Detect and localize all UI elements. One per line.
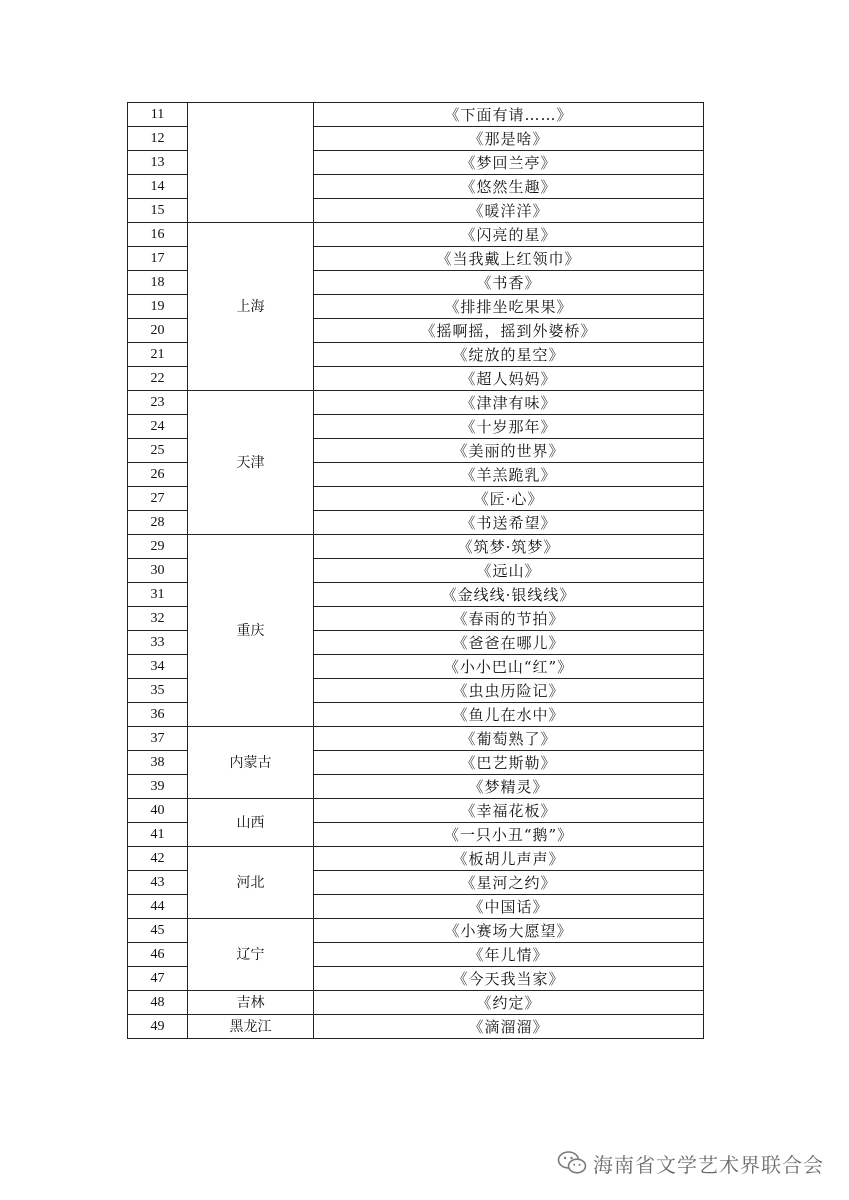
work-title: 《板胡儿声声》	[314, 847, 704, 871]
wechat-icon	[557, 1150, 587, 1176]
work-title: 《下面有请……》	[314, 103, 704, 127]
region-cell	[188, 103, 314, 223]
work-title: 《今天我当家》	[314, 967, 704, 991]
row-number: 25	[128, 439, 188, 463]
row-number: 15	[128, 199, 188, 223]
row-number: 23	[128, 391, 188, 415]
row-number: 29	[128, 535, 188, 559]
work-title: 《鱼儿在水中》	[314, 703, 704, 727]
work-title: 《远山》	[314, 559, 704, 583]
row-number: 34	[128, 655, 188, 679]
region-cell: 河北	[188, 847, 314, 919]
row-number: 11	[128, 103, 188, 127]
row-number: 32	[128, 607, 188, 631]
work-title: 《梦精灵》	[314, 775, 704, 799]
work-title: 《中国话》	[314, 895, 704, 919]
region-cell: 天津	[188, 391, 314, 535]
work-title: 《绽放的星空》	[314, 343, 704, 367]
work-title: 《滴溜溜》	[314, 1015, 704, 1039]
region-cell: 黑龙江	[188, 1015, 314, 1039]
work-title: 《一只小丑“鹅”》	[314, 823, 704, 847]
work-title: 《那是啥》	[314, 127, 704, 151]
watermark	[557, 1148, 824, 1178]
table-row	[128, 727, 704, 751]
work-title: 《匠·心》	[314, 487, 704, 511]
row-number: 26	[128, 463, 188, 487]
row-number: 48	[128, 991, 188, 1015]
work-title: 《小赛场大愿望》	[314, 919, 704, 943]
region-cell: 吉林	[188, 991, 314, 1015]
row-number: 30	[128, 559, 188, 583]
work-title: 《约定》	[314, 991, 704, 1015]
table-row	[128, 103, 704, 127]
row-number: 37	[128, 727, 188, 751]
row-number: 24	[128, 415, 188, 439]
work-title: 《巴艺斯勒》	[314, 751, 704, 775]
row-number: 42	[128, 847, 188, 871]
region-cell: 辽宁	[188, 919, 314, 991]
row-number: 38	[128, 751, 188, 775]
work-title: 《小小巴山“红”》	[314, 655, 704, 679]
row-number: 12	[128, 127, 188, 151]
row-number: 39	[128, 775, 188, 799]
watermark-text: 海南省文学艺术界联合会	[593, 1152, 824, 1177]
work-title: 《年儿情》	[314, 943, 704, 967]
work-title: 《闪亮的星》	[314, 223, 704, 247]
row-number: 41	[128, 823, 188, 847]
table-row	[128, 991, 704, 1015]
row-number: 22	[128, 367, 188, 391]
table-row	[128, 799, 704, 823]
work-title: 《虫虫历险记》	[314, 679, 704, 703]
work-title: 《摇啊摇，摇到外婆桥》	[314, 319, 704, 343]
row-number: 20	[128, 319, 188, 343]
row-number: 44	[128, 895, 188, 919]
work-title: 《暖洋洋》	[314, 199, 704, 223]
work-title: 《梦回兰亭》	[314, 151, 704, 175]
entries-table	[127, 102, 704, 1039]
row-number: 49	[128, 1015, 188, 1039]
table-row	[128, 535, 704, 559]
row-number: 13	[128, 151, 188, 175]
region-cell: 内蒙古	[188, 727, 314, 799]
work-title: 《星河之约》	[314, 871, 704, 895]
row-number: 27	[128, 487, 188, 511]
row-number: 36	[128, 703, 188, 727]
row-number: 14	[128, 175, 188, 199]
work-title: 《书香》	[314, 271, 704, 295]
row-number: 35	[128, 679, 188, 703]
row-number: 16	[128, 223, 188, 247]
row-number: 47	[128, 967, 188, 991]
row-number: 43	[128, 871, 188, 895]
work-title: 《十岁那年》	[314, 415, 704, 439]
row-number: 19	[128, 295, 188, 319]
row-number: 31	[128, 583, 188, 607]
table-row	[128, 1015, 704, 1039]
table-row	[128, 919, 704, 943]
row-number: 17	[128, 247, 188, 271]
work-title: 《春雨的节拍》	[314, 607, 704, 631]
work-title: 《筑梦·筑梦》	[314, 535, 704, 559]
work-title: 《葡萄熟了》	[314, 727, 704, 751]
region-cell: 山西	[188, 799, 314, 847]
work-title: 《幸福花板》	[314, 799, 704, 823]
region-cell: 上海	[188, 223, 314, 391]
work-title: 《津津有味》	[314, 391, 704, 415]
row-number: 45	[128, 919, 188, 943]
work-title: 《排排坐吃果果》	[314, 295, 704, 319]
work-title: 《金线线·银线线》	[314, 583, 704, 607]
row-number: 46	[128, 943, 188, 967]
table-row	[128, 847, 704, 871]
region-cell: 重庆	[188, 535, 314, 727]
row-number: 33	[128, 631, 188, 655]
table-row	[128, 391, 704, 415]
work-title: 《羊羔跪乳》	[314, 463, 704, 487]
row-number: 28	[128, 511, 188, 535]
work-title: 《悠然生趣》	[314, 175, 704, 199]
work-title: 《当我戴上红领巾》	[314, 247, 704, 271]
work-title: 《超人妈妈》	[314, 367, 704, 391]
row-number: 40	[128, 799, 188, 823]
work-title: 《爸爸在哪儿》	[314, 631, 704, 655]
row-number: 18	[128, 271, 188, 295]
row-number: 21	[128, 343, 188, 367]
table-row	[128, 223, 704, 247]
work-title: 《书送希望》	[314, 511, 704, 535]
work-title: 《美丽的世界》	[314, 439, 704, 463]
